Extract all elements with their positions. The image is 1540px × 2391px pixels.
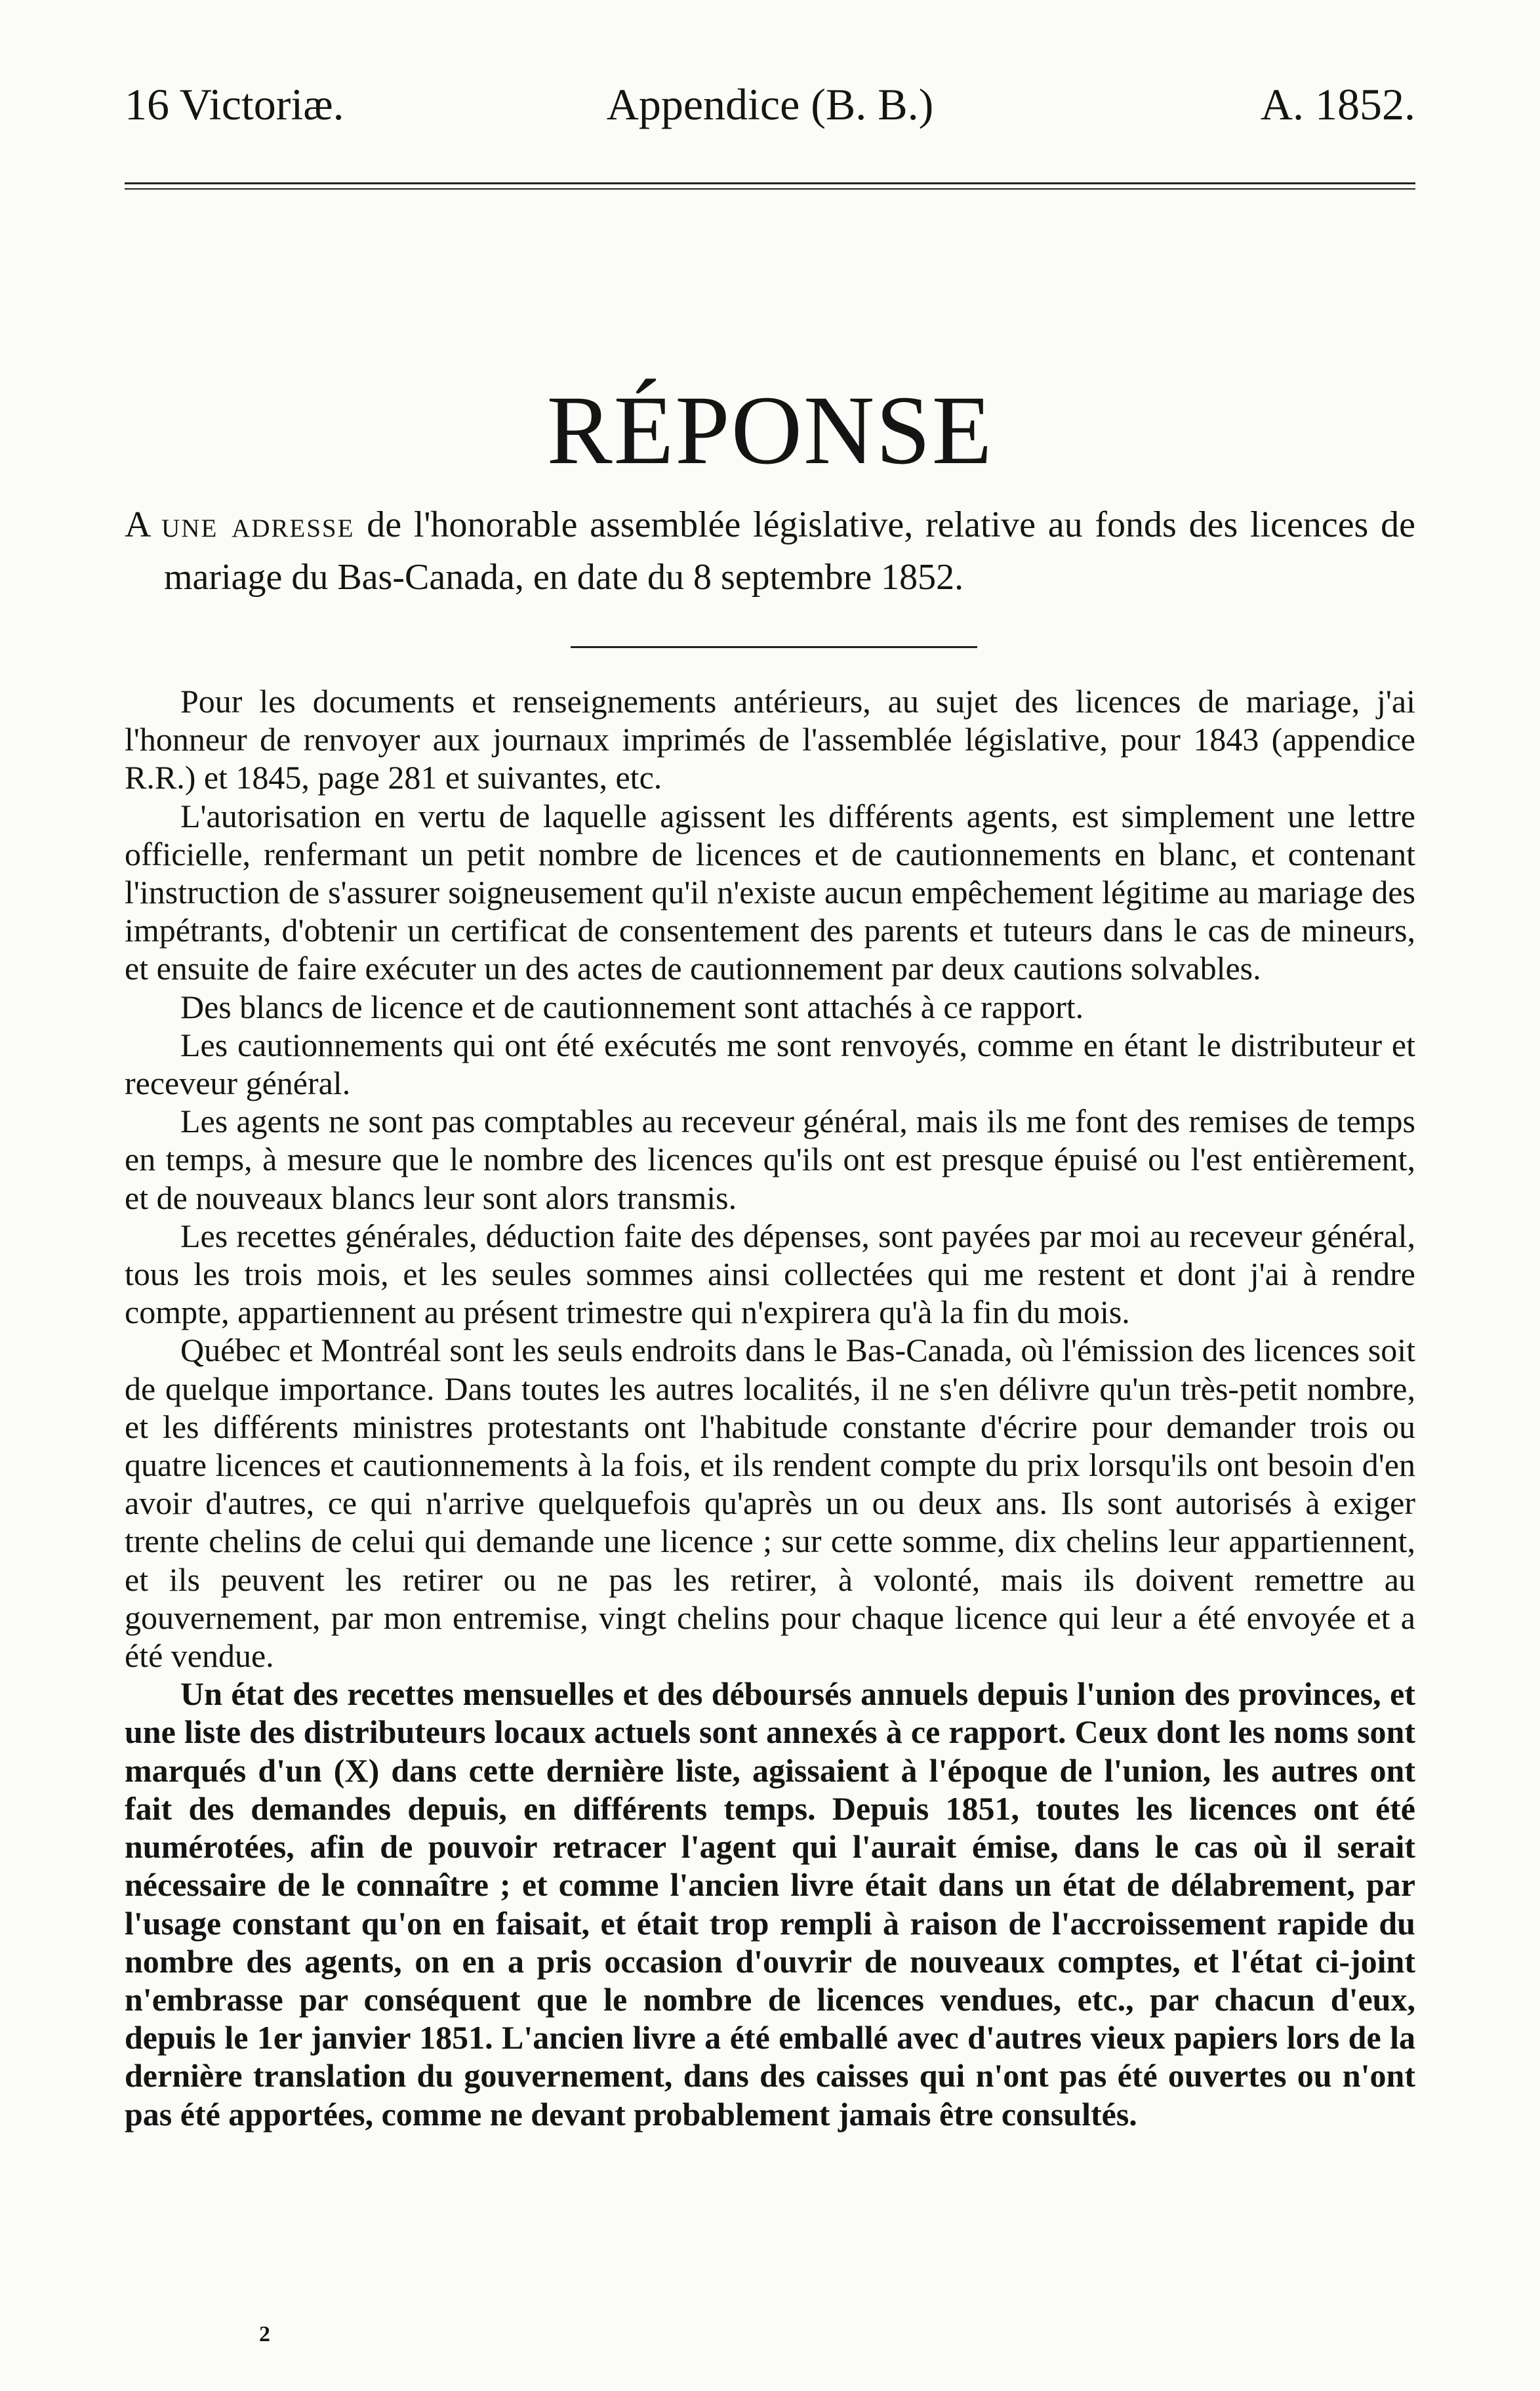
paragraph: Les agents ne sont pas comptables au receveur général, mais ils me font des remises de temps en temps, à mesure que le nombre des licences qu'ils ont est presque épuisé ou l'est entièrement, et de nouveaux blancs leur sont alors transmis. bbox=[125, 1103, 1415, 1216]
paragraph: Les cautionnements qui ont été exécutés me sont renvoyés, comme en étant le distributeur et receveur général. bbox=[125, 1026, 1415, 1102]
address-smallcaps: une adresse bbox=[161, 504, 355, 545]
header-appendix: Appendice (B. B.) bbox=[606, 79, 934, 129]
header-regnal-year: 16 Victoriæ. bbox=[125, 79, 344, 129]
header-year: A. 1852. bbox=[1260, 79, 1415, 129]
address-subtitle bbox=[125, 499, 1415, 603]
paragraph: Les recettes générales, déduction faite des dépenses, sont payées par moi au receveur général, tous les trois mois, et les seules sommes ainsi collectées qui me restent et dont j'ai à rendre compte, appartiennent au présent trimestre qui n'expirera qu'à la fin du mois. bbox=[125, 1217, 1415, 1331]
address-lead: A bbox=[125, 504, 150, 545]
paragraph: Un état des recettes mensuelles et des déboursés annuels depuis l'union des provinces, et une liste des distributeurs locaux actuels sont annexés à ce rapport. Ceux dont les noms sont marqués d'un (X) dans cette dernière liste, agissaient à l'époque de l'union, les autres ont fait des demandes depuis, en différents temps. Depuis 1851, toutes les licences ont été numérotées, afin de pouvoir retracer l'agent qui l'aurait émise, dans le cas où il serait nécessaire de le connaître ; et comme l'ancien livre était dans un état de délabrement, par l'usage constant qu'on en faisait, et était trop rempli à raison de l'accroissement rapide du nombre des agents, on en a pris occasion d'ouvrir de nouveaux comptes, et l'état ci-joint n'embrasse par conséquent que le nombre de licences vendues, etc., par chacun d'eux, depuis le 1er janvier 1851. L'ancien livre a été emballé avec d'autres vieux papiers lors de la dernière translation du gouvernement, dans des caisses qui n'ont pas été ouvertes ou n'ont pas été apportées, comme ne devant probablement jamais être consultés. bbox=[125, 1675, 1415, 2133]
paragraph: Québec et Montréal sont les seuls endroits dans le Bas-Canada, où l'émission des licences soit de quelque importance. Dans toutes les autres localités, il ne s'en délivre qu'un très-petit nombre, et les différents ministres protestants ont l'habitude constante d'écrire pour demander trois ou quatre licences et cautionnements à la fois, et ils rendent compte du prix lorsqu'ils ont besoin d'en avoir d'autres, ce qui n'arrive quelquefois qu'après un ou deux ans. Ils sont autorisés à exiger trente chelins de celui qui demande une licence ; sur cette somme, dix chelins leur appartiennent, et ils peuvent les retirer ou ne pas les retirer, à volonté, mais ils doivent remettre au gouvernement, par mon entremise, vingt chelins pour chaque licence qui leur a été envoyée et a été vendue. bbox=[125, 1332, 1415, 1675]
body-text bbox=[125, 682, 1415, 2133]
header-double-rule bbox=[125, 182, 1415, 190]
page-title: RÉPONSE bbox=[546, 376, 994, 485]
address-rest: de l'honorable assemblée législative, relative au fonds des licences de mariage du Bas-Canada, en date du 8 septembre 1852. bbox=[164, 504, 1415, 598]
page-number: 2 bbox=[259, 2322, 270, 2346]
section-rule bbox=[571, 646, 977, 648]
paragraph: Des blancs de licence et de cautionnement sont attachés à ce rapport. bbox=[180, 988, 1084, 1025]
paragraph: Pour les documents et renseignements antérieurs, au sujet des licences de mariage, j'ai l'honneur de renvoyer aux journaux imprimés de l'assemblée législative, pour 1843 (appendice R.R.) et 1845, page 281 et suivantes, etc. bbox=[125, 683, 1415, 796]
paragraph: L'autorisation en vertu de laquelle agissent les différents agents, est simplement une lettre officielle, renfermant un petit nombre de licences et de cautionnements en blanc, et contenant l'instruction de s'assurer soigneusement qu'il n'existe aucun empêchement légitime au mariage des impétrants, d'obtenir un certificat de consentement des parents et tuteurs dans le cas de mineurs, et ensuite de faire exécuter un des actes de cautionnement par deux cautions solvables. bbox=[125, 797, 1415, 987]
running-header bbox=[125, 79, 1415, 144]
